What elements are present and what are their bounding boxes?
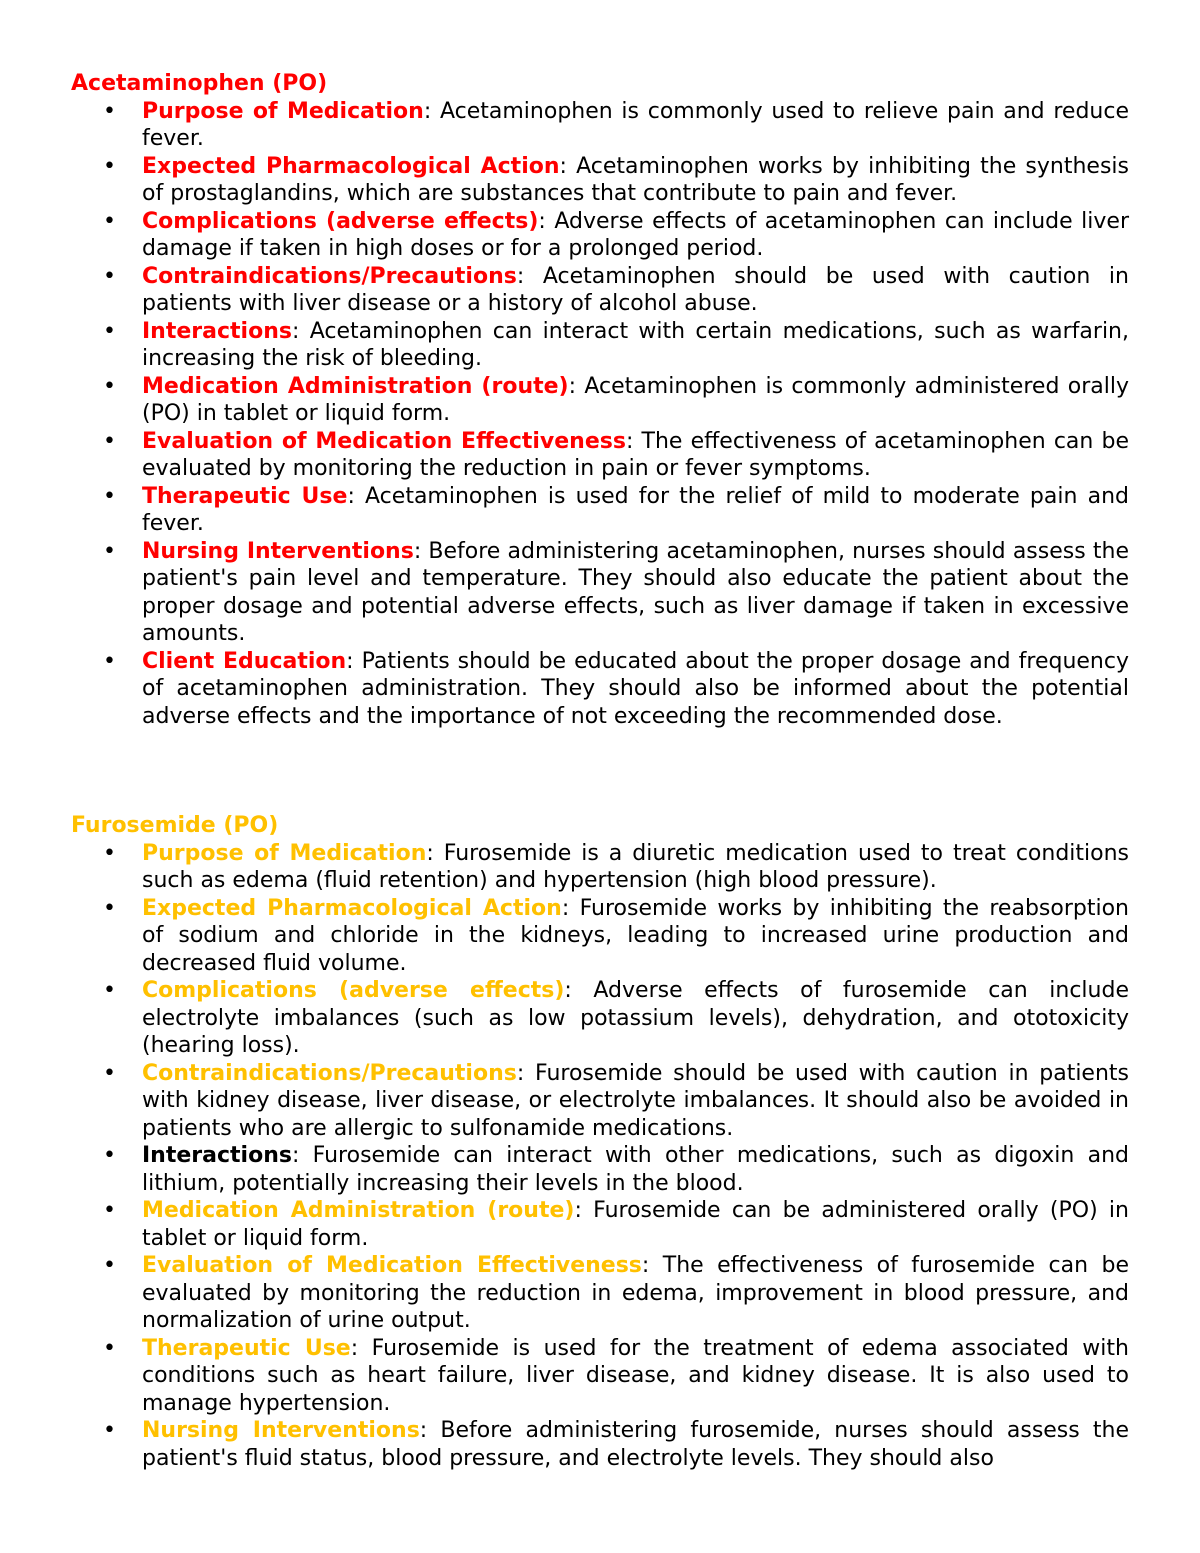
item-text: : Acetaminophen works by inhibiting the synthesis of prostaglandins, which are substances that contribute to pain and fever.: [142, 153, 1129, 206]
item-term: Therapeutic Use: [142, 1335, 351, 1361]
item-text: : Furosemide can interact with other medications, such as digoxin and lithium, potentially increasing their levels in the blood.: [142, 1143, 1129, 1196]
bullet-icon: •: [103, 98, 116, 124]
bullet-icon: •: [103, 538, 116, 564]
bullet-icon: •: [103, 895, 116, 921]
bullet-icon: •: [103, 648, 116, 674]
list-item: [71, 318, 1129, 373]
item-term: Expected Pharmacological Action: [142, 153, 560, 179]
item-term: Purpose of Medication: [142, 98, 424, 124]
item-term: Evaluation of Medication Effectiveness: [142, 428, 626, 454]
item-text: : Furosemide should be used with caution in patients with kidney disease, liver disease, or electrolyte imbalances. It should also be avoided in patients who are allergic to sulfonamide medications.: [142, 1060, 1129, 1141]
list-item: [71, 895, 1129, 978]
item-text: : Furosemide is used for the treatment of edema associated with conditions such as heart failure, liver disease, and kidney disease. It is also used to manage hypertension.: [142, 1335, 1129, 1416]
item-text: : Acetaminophen should be used with caution in patients with liver disease or a history of alcohol abuse.: [142, 263, 1129, 316]
bullet-icon: •: [103, 318, 116, 344]
item-text: : Patients should be educated about the proper dosage and frequency of acetaminophen administration. They should also be informed about the potential adverse effects and the importance of not exceeding the recommended dose.: [142, 648, 1129, 729]
list-item: [71, 840, 1129, 895]
item-text: : Furosemide works by inhibiting the reabsorption of sodium and chloride in the kidneys, leading to increased urine production and decreased fluid volume.: [142, 895, 1129, 976]
item-text: : Furosemide can be administered orally (PO) in tablet or liquid form.: [142, 1198, 1129, 1251]
section-title: Furosemide (PO): [71, 813, 279, 838]
list-item: [71, 1252, 1129, 1335]
item-text: : Adverse effects of furosemide can include electrolyte imbalances (such as low potassium levels), dehydration, and ototoxicity (hearing loss).: [142, 978, 1129, 1058]
list-item: [71, 208, 1129, 263]
list-item: [71, 428, 1129, 483]
section-acetaminophen: [71, 70, 1129, 730]
list-item: [71, 1197, 1129, 1252]
bullet-icon: •: [103, 153, 116, 179]
bullet-icon: •: [103, 373, 116, 399]
bullet-icon: •: [103, 263, 116, 289]
item-text: : Acetaminophen is used for the relief of mild to moderate pain and fever.: [142, 483, 1129, 536]
item-text: : Acetaminophen can interact with certain medications, such as warfarin, increasing the risk of bleeding.: [142, 318, 1129, 371]
item-text: : Before administering furosemide, nurses should assess the patient's fluid status, blood pressure, and electrolyte levels. They should also: [142, 1418, 1130, 1471]
bullet-icon: •: [103, 978, 116, 1003]
item-text: : Furosemide is a diuretic medication used to treat conditions such as edema (fluid retention) and hypertension (high blood pressure).: [142, 840, 1129, 893]
item-text: : The effectiveness of acetaminophen can be evaluated by monitoring the reduction in pain or fever symptoms.: [142, 428, 1129, 481]
item-term: Medication Administration (route): [142, 373, 569, 399]
bullet-icon: •: [103, 428, 116, 454]
item-term: Expected Pharmacological Action: [142, 895, 562, 921]
section-title: Acetaminophen (PO): [71, 71, 328, 96]
section-furosemide: [71, 812, 1129, 1472]
bullet-icon: •: [103, 483, 116, 509]
item-text: : Acetaminophen is commonly administered orally (PO) in tablet or liquid form.: [142, 373, 1129, 426]
list-item: [71, 1060, 1129, 1143]
list-item: [71, 977, 1129, 1060]
item-term: Evaluation of Medication Effectiveness: [142, 1253, 642, 1278]
list-item: [71, 153, 1129, 208]
item-text: : Before administering acetaminophen, nurses should assess the patient's pain level and temperature. They should also educate the patient about the proper dosage and potential adverse effects, such as liver damage if taken in excessive amounts.: [142, 538, 1129, 646]
bullet-icon: •: [103, 208, 116, 234]
item-text: : Acetaminophen is commonly used to relieve pain and reduce fever.: [142, 98, 1130, 151]
item-term: Purpose of Medication: [142, 840, 427, 866]
item-term: Client Education: [142, 648, 347, 674]
item-term: Interactions: [142, 318, 292, 344]
bullet-icon: •: [103, 1418, 116, 1443]
list-item: [71, 483, 1129, 538]
list-item: [71, 1142, 1129, 1197]
section-item-list: [71, 840, 1129, 1473]
list-item: [71, 98, 1129, 153]
bullet-icon: •: [103, 1335, 116, 1361]
item-term: Contraindications/Precautions: [142, 263, 517, 289]
item-term: Nursing Interventions: [142, 1418, 420, 1443]
bullet-icon: •: [103, 1060, 116, 1086]
bullet-icon: •: [103, 1253, 116, 1278]
section-item-list: [71, 98, 1129, 731]
list-item: [71, 648, 1129, 731]
list-item: [71, 538, 1129, 648]
list-item: [71, 373, 1129, 428]
item-term: Contraindications/Precautions: [142, 1060, 517, 1086]
item-term: Therapeutic Use: [142, 483, 348, 509]
list-item: [71, 1335, 1129, 1418]
item-term: Nursing Interventions: [142, 538, 414, 564]
item-term: Medication Administration (route): [142, 1198, 575, 1223]
item-term: Complications (adverse effects): [142, 208, 539, 234]
list-item: [71, 263, 1129, 318]
item-text: : Adverse effects of acetaminophen can include liver damage if taken in high doses or for a prolonged period.: [142, 208, 1130, 261]
bullet-icon: •: [103, 1198, 116, 1223]
list-item: [71, 1417, 1129, 1472]
bullet-icon: •: [103, 1143, 116, 1168]
item-term: Interactions: [142, 1143, 292, 1168]
item-term: Complications (adverse effects): [142, 978, 565, 1003]
bullet-icon: •: [103, 840, 116, 866]
item-text: : The effectiveness of furosemide can be evaluated by monitoring the reduction in edema, improvement in blood pressure, and normalization of urine output.: [142, 1253, 1129, 1333]
